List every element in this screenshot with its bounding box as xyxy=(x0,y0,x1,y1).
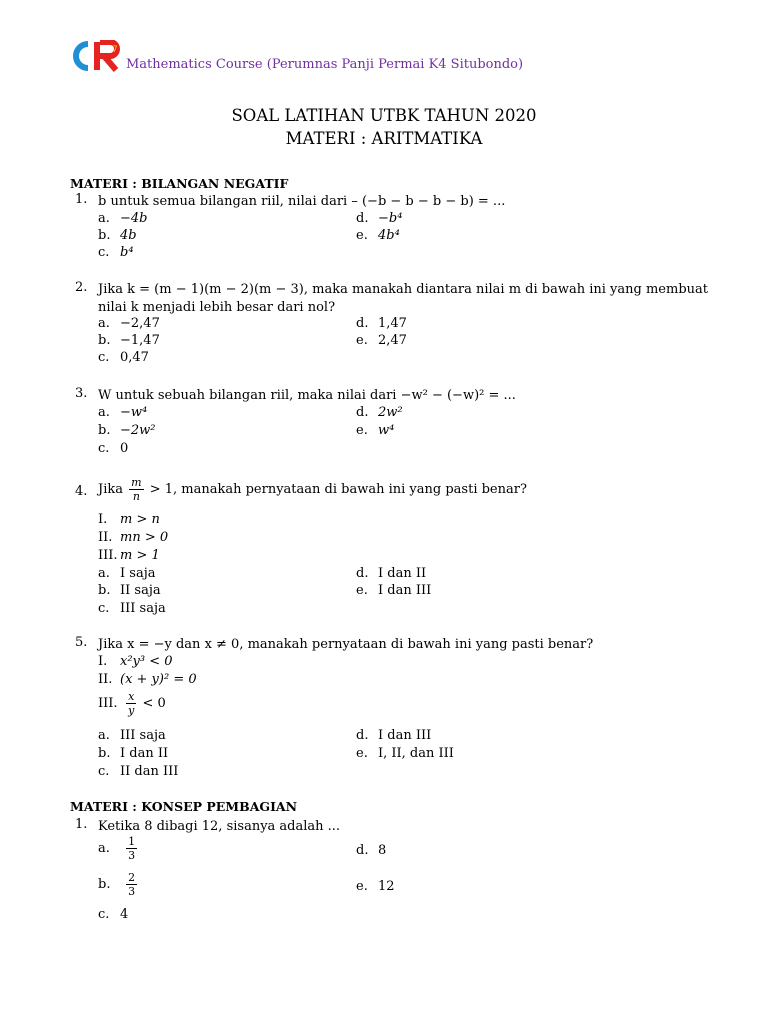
option-value: II saja xyxy=(120,583,161,598)
option-label: c. xyxy=(98,764,110,779)
question-text-suffix: > 1, manakah pernyataan di bawah ini yang pasti benar? xyxy=(149,482,527,497)
statement-ii xyxy=(98,672,197,687)
question-number: 4. xyxy=(75,484,88,499)
option-value: I saja xyxy=(120,566,156,581)
course-logo xyxy=(68,40,124,72)
fraction-numerator: m xyxy=(131,476,142,489)
question-text: Jika k = (m − 1)(m − 2)(m − 3), maka manakah diantara nilai m di bawah ini yang membuat xyxy=(98,282,708,297)
option-label: b. xyxy=(98,333,111,348)
option-a xyxy=(98,835,139,862)
option-label: a. xyxy=(98,566,110,581)
option-label: d. xyxy=(356,728,369,743)
question-number: 1. xyxy=(75,192,88,207)
option-value: I dan II xyxy=(120,746,169,761)
option-label: a. xyxy=(98,405,110,420)
option-label: c. xyxy=(98,245,110,260)
page-title: SOAL LATIHAN UTBK TAHUN 2020 xyxy=(231,106,537,125)
option-e xyxy=(356,583,431,598)
option-c xyxy=(98,764,178,779)
option-label: c. xyxy=(98,350,110,365)
question-text: Ketika 8 dibagi 12, sisanya adalah ... xyxy=(98,819,341,834)
option-b xyxy=(98,333,160,348)
option-label: b. xyxy=(98,877,111,892)
option-value: −w⁴ xyxy=(120,405,148,420)
option-e xyxy=(356,333,407,348)
question-text: W untuk sebuah bilangan riil, maka nilai dari −w² − (−w)² = ... xyxy=(98,388,516,403)
fraction xyxy=(126,690,136,717)
option-b xyxy=(98,228,137,243)
option-label: e. xyxy=(356,583,368,598)
fraction-numerator: 2 xyxy=(128,871,136,884)
section-heading: MATERI : KONSEP PEMBAGIAN xyxy=(70,799,298,814)
question-number: 2. xyxy=(75,280,88,295)
option-value: 8 xyxy=(378,843,387,858)
option-e xyxy=(356,423,394,438)
option-label: d. xyxy=(356,566,369,581)
statement-label: II. xyxy=(98,672,113,687)
option-d xyxy=(356,566,426,581)
option-value: I dan III xyxy=(378,583,432,598)
option-b xyxy=(98,746,168,761)
fraction-numerator: x xyxy=(128,690,135,703)
option-label: e. xyxy=(356,228,368,243)
option-e xyxy=(356,746,454,761)
option-value: I dan III xyxy=(378,728,432,743)
option-value: III saja xyxy=(120,601,166,616)
statement-i xyxy=(98,654,173,669)
option-label: e. xyxy=(356,423,368,438)
fraction-denominator: 3 xyxy=(128,849,136,862)
option-label: c. xyxy=(98,441,110,456)
question-text-cont: nilai k menjadi lebih besar dari nol? xyxy=(98,300,336,315)
question-text: b untuk semua bilangan riil, nilai dari – (−b − b − b − b) = ... xyxy=(98,194,506,209)
option-value: 4b xyxy=(120,228,137,243)
statement-iii xyxy=(98,548,160,563)
statement-label: I. xyxy=(98,512,108,527)
option-a xyxy=(98,316,160,331)
fraction-denominator: y xyxy=(128,704,135,717)
statement-value: x²y³ < 0 xyxy=(120,654,173,669)
option-a xyxy=(98,405,147,420)
option-label: a. xyxy=(98,841,110,856)
option-d xyxy=(356,843,386,858)
option-value: 0,47 xyxy=(120,350,149,365)
option-a xyxy=(98,566,155,581)
option-label: d. xyxy=(356,316,369,331)
option-c xyxy=(98,601,166,616)
fraction xyxy=(126,835,137,862)
statement-label: I. xyxy=(98,654,108,669)
question-number: 5. xyxy=(75,635,88,650)
statement-iii xyxy=(98,690,166,717)
fraction-numerator: 1 xyxy=(128,835,136,848)
fraction xyxy=(126,871,137,898)
option-d xyxy=(356,211,402,226)
option-value: 12 xyxy=(378,879,395,894)
option-e xyxy=(356,228,400,243)
option-label: a. xyxy=(98,728,110,743)
option-value: b⁴ xyxy=(120,245,134,260)
option-value: I, II, dan III xyxy=(378,746,454,761)
question-number: 3. xyxy=(75,386,88,401)
option-value: 2w² xyxy=(378,405,403,420)
option-label: b. xyxy=(98,746,111,761)
option-a xyxy=(98,211,148,226)
option-label: b. xyxy=(98,583,111,598)
statement-suffix: < 0 xyxy=(142,696,166,711)
option-value: 0 xyxy=(120,441,129,456)
statement-label: III. xyxy=(98,548,118,563)
option-label: d. xyxy=(356,405,369,420)
option-c xyxy=(98,441,128,456)
fraction xyxy=(129,476,143,503)
option-d xyxy=(356,316,407,331)
option-label: c. xyxy=(98,907,110,922)
option-label: e. xyxy=(356,746,368,761)
question-text xyxy=(98,476,718,503)
option-value: −b⁴ xyxy=(378,211,403,226)
option-label: e. xyxy=(356,879,368,894)
fraction-denominator: n xyxy=(132,490,140,503)
statement-value: m > n xyxy=(120,512,160,527)
statement-i xyxy=(98,512,160,527)
option-e xyxy=(356,879,395,894)
statement-value: (x + y)² = 0 xyxy=(120,672,197,687)
statement-label: II. xyxy=(98,530,113,545)
option-label: c. xyxy=(98,601,110,616)
section-heading: MATERI : BILANGAN NEGATIF xyxy=(70,176,289,191)
option-c xyxy=(98,907,128,922)
option-value: −2w² xyxy=(120,423,156,438)
course-name: Mathematics Course (Perumnas Panji Permai K4 Situbondo) xyxy=(126,57,524,72)
option-value: 4 xyxy=(120,907,129,922)
option-d xyxy=(356,405,403,420)
option-value: II dan III xyxy=(120,764,179,779)
statement-value: m > 1 xyxy=(120,548,160,563)
option-c xyxy=(98,245,134,260)
option-label: d. xyxy=(356,843,369,858)
page-subtitle: MATERI : ARITMATIKA xyxy=(285,129,483,148)
question-text-prefix: Jika xyxy=(98,482,123,497)
option-label: b. xyxy=(98,423,111,438)
option-value: −1,47 xyxy=(120,333,160,348)
option-d xyxy=(356,728,431,743)
statement-value: mn > 0 xyxy=(120,530,169,545)
option-value: I dan II xyxy=(378,566,427,581)
option-a xyxy=(98,728,166,743)
option-value: 2,47 xyxy=(378,333,407,348)
option-label: d. xyxy=(356,211,369,226)
option-b xyxy=(98,871,139,898)
option-value: −2,47 xyxy=(120,316,160,331)
option-value: w⁴ xyxy=(378,423,395,438)
option-label: e. xyxy=(356,333,368,348)
option-value: III saja xyxy=(120,728,166,743)
option-value: 1,47 xyxy=(378,316,407,331)
option-c xyxy=(98,350,149,365)
option-value: −4b xyxy=(120,211,148,226)
option-label: b. xyxy=(98,228,111,243)
option-label: a. xyxy=(98,211,110,226)
option-b xyxy=(98,423,156,438)
option-b xyxy=(98,583,161,598)
question-number: 1. xyxy=(75,817,88,832)
statement-ii xyxy=(98,530,168,545)
option-value: 4b⁴ xyxy=(378,228,400,243)
svg-text:7: 7 xyxy=(112,45,118,55)
option-label: a. xyxy=(98,316,110,331)
fraction-denominator: 3 xyxy=(128,885,136,898)
question-text: Jika x = −y dan x ≠ 0, manakah pernyataan di bawah ini yang pasti benar? xyxy=(98,637,594,652)
statement-label: III. xyxy=(98,696,118,711)
